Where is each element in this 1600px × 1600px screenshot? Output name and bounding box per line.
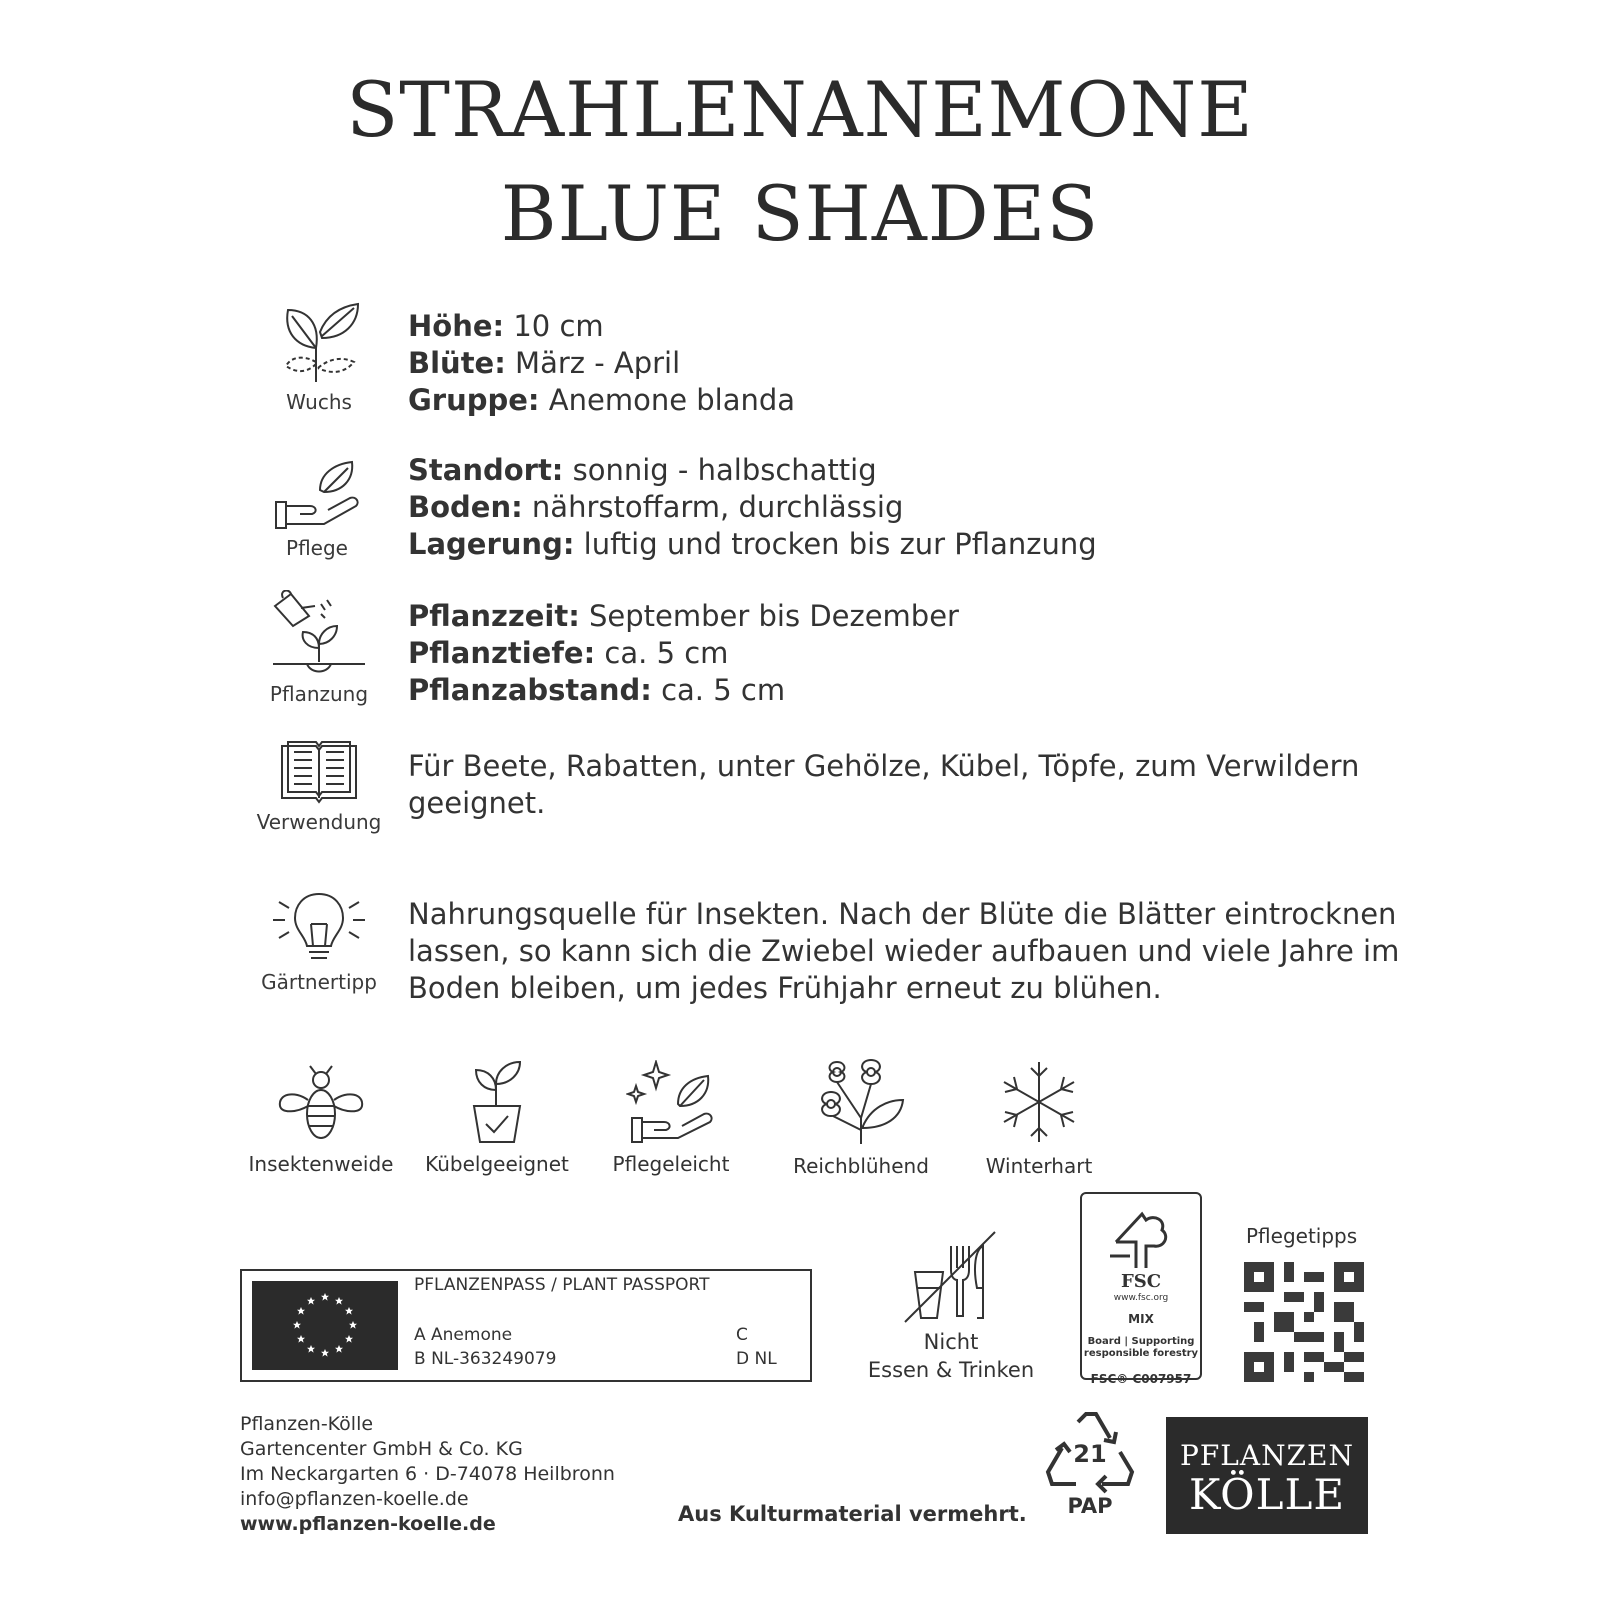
- qr-code-icon[interactable]: [1244, 1262, 1364, 1382]
- brand-line-1: PFLANZEN: [1180, 1439, 1354, 1472]
- section-pflanzung-text: [408, 598, 959, 709]
- warning-line-2: Essen & Trinken: [867, 1358, 1035, 1382]
- no-eating-icon: [901, 1228, 1001, 1326]
- feature-label: Kübelgeeignet: [425, 1152, 569, 1176]
- company-address: [240, 1412, 615, 1537]
- qr-label: Pflegetipps: [1246, 1224, 1358, 1248]
- info-value: nährstoffarm, durchlässig: [522, 490, 904, 524]
- info-line: [408, 345, 795, 382]
- info-line: [408, 526, 1097, 563]
- section-verwendung: [244, 740, 394, 834]
- hand-leaf-icon: [272, 460, 362, 530]
- recycle-symbol: [1040, 1412, 1140, 1518]
- section-wuchs-text: [408, 308, 795, 419]
- potted-plant-icon: [462, 1058, 532, 1144]
- warning-line-1: Nicht: [923, 1330, 979, 1354]
- section-label: Pflege: [286, 536, 348, 560]
- not-for-eating: [856, 1228, 1046, 1384]
- info-value: 10 cm: [504, 309, 604, 343]
- email-link[interactable]: info@pflanzen-koelle.de: [240, 1488, 469, 1510]
- propagation-note: Aus Kulturmaterial vermehrt.: [678, 1502, 1027, 1526]
- brand-logo: [1166, 1417, 1368, 1534]
- text-line: lassen, so kann sich die Zwiebel wieder aufbauen und viele Jahre im: [408, 934, 1400, 968]
- info-value: ca. 5 cm: [651, 673, 786, 707]
- section-pflege: [242, 460, 392, 560]
- recycle-number: 21: [1073, 1440, 1107, 1468]
- bee-icon: [276, 1064, 366, 1144]
- text-line: Für Beete, Rabatten, unter Gehölze, Kübel, Töpfe, zum Verwildern: [408, 749, 1360, 783]
- lightbulb-icon: [271, 888, 367, 964]
- eu-stars: [293, 1293, 357, 1357]
- info-line: [408, 489, 1097, 526]
- recycle-code: PAP: [1067, 1494, 1113, 1518]
- text-line: Nahrungsquelle für Insekten. Nach der Blüte die Blätter eintrocknen: [408, 897, 1397, 931]
- passport-b: B NL-363249079: [414, 1349, 557, 1369]
- fsc-tree-icon: [1106, 1206, 1176, 1272]
- info-line: [408, 598, 959, 635]
- section-label: Pflanzung: [269, 682, 369, 706]
- fsc-desc-1: Board | Supporting: [1087, 1336, 1195, 1347]
- eu-flag-icon: [252, 1281, 398, 1370]
- feature-kuebelgeeignet: [412, 1058, 582, 1176]
- website-link[interactable]: www.pflanzen-koelle.de: [240, 1513, 496, 1535]
- info-line: [408, 452, 1097, 489]
- fsc-code: FSC® C007957: [1090, 1372, 1192, 1386]
- section-pflege-text: [408, 452, 1097, 563]
- plant-passport: [240, 1269, 812, 1382]
- feature-insektenweide: [236, 1064, 406, 1176]
- info-key: Pflanzzeit:: [408, 599, 580, 633]
- text-line: geeignet.: [408, 786, 546, 820]
- leaves-icon: [274, 302, 364, 384]
- watering-can-icon: [271, 590, 367, 676]
- passport-c: C: [736, 1325, 748, 1345]
- info-value: luftig und trocken bis zur Pflanzung: [574, 527, 1097, 561]
- info-key: Pflanzabstand:: [408, 673, 652, 707]
- section-wuchs: [244, 302, 394, 414]
- feature-pflegeleicht: [586, 1060, 756, 1176]
- fsc-mix: MIX: [1128, 1312, 1154, 1326]
- feature-label: Pflegeleicht: [612, 1152, 730, 1176]
- address-line: Im Neckargarten 6 · D-74078 Heilbronn: [240, 1463, 615, 1485]
- address-line: Gartencenter GmbH & Co. KG: [240, 1438, 523, 1460]
- flowers-icon: [815, 1058, 907, 1146]
- info-line: [408, 308, 795, 345]
- info-key: Boden:: [408, 490, 523, 524]
- title-line-2: BLUE SHADES: [500, 169, 1100, 258]
- passport-a: A Anemone: [414, 1325, 513, 1345]
- section-label: Verwendung: [256, 810, 382, 834]
- info-value: März - April: [505, 346, 681, 380]
- info-value: ca. 5 cm: [595, 636, 729, 670]
- passport-heading: PFLANZENPASS / PLANT PASSPORT: [414, 1275, 710, 1295]
- section-verwendung-text: [408, 748, 1359, 822]
- hand-sparkle-icon: [626, 1060, 716, 1144]
- section-label: Wuchs: [286, 390, 352, 414]
- info-value: Anemone blanda: [539, 383, 796, 417]
- address-line: Pflanzen-Kölle: [240, 1413, 374, 1435]
- feature-winterhart: [954, 1058, 1124, 1178]
- brand-line-2: KÖLLE: [1188, 1470, 1346, 1519]
- fsc-url: www.fsc.org: [1113, 1293, 1169, 1303]
- passport-d: D NL: [736, 1349, 777, 1369]
- feature-label: Reichblühend: [793, 1154, 929, 1178]
- feature-reichbluehend: [776, 1058, 946, 1178]
- info-key: Höhe:: [408, 309, 505, 343]
- feature-label: Insektenweide: [248, 1152, 394, 1176]
- section-gaertnertipp-text: [408, 896, 1399, 1007]
- book-icon: [278, 740, 360, 804]
- info-key: Gruppe:: [408, 383, 540, 417]
- fsc-desc-2: responsible forestry: [1083, 1348, 1199, 1359]
- section-pflanzung: [244, 590, 394, 706]
- info-line: [408, 382, 795, 419]
- info-key: Standort:: [408, 453, 564, 487]
- info-key: Lagerung:: [408, 527, 575, 561]
- snowflake-icon: [995, 1058, 1083, 1146]
- title-line-1: STRAHLENANEMONE: [346, 65, 1254, 154]
- info-line: [408, 672, 959, 709]
- section-gaertnertipp: [244, 888, 394, 994]
- info-key: Blüte:: [408, 346, 506, 380]
- info-value: sonnig - halbschattig: [563, 453, 877, 487]
- section-label: Gärtnertipp: [261, 970, 377, 994]
- info-value: September bis Dezember: [579, 599, 959, 633]
- text-line: Boden bleiben, um jedes Frühjahr erneut zu blühen.: [408, 971, 1162, 1005]
- feature-label: Winterhart: [985, 1154, 1093, 1178]
- info-line: [408, 635, 959, 672]
- fsc-label: [1080, 1192, 1202, 1386]
- info-key: Pflanztiefe:: [408, 636, 596, 670]
- fsc-logo-text: FSC: [1120, 1271, 1162, 1292]
